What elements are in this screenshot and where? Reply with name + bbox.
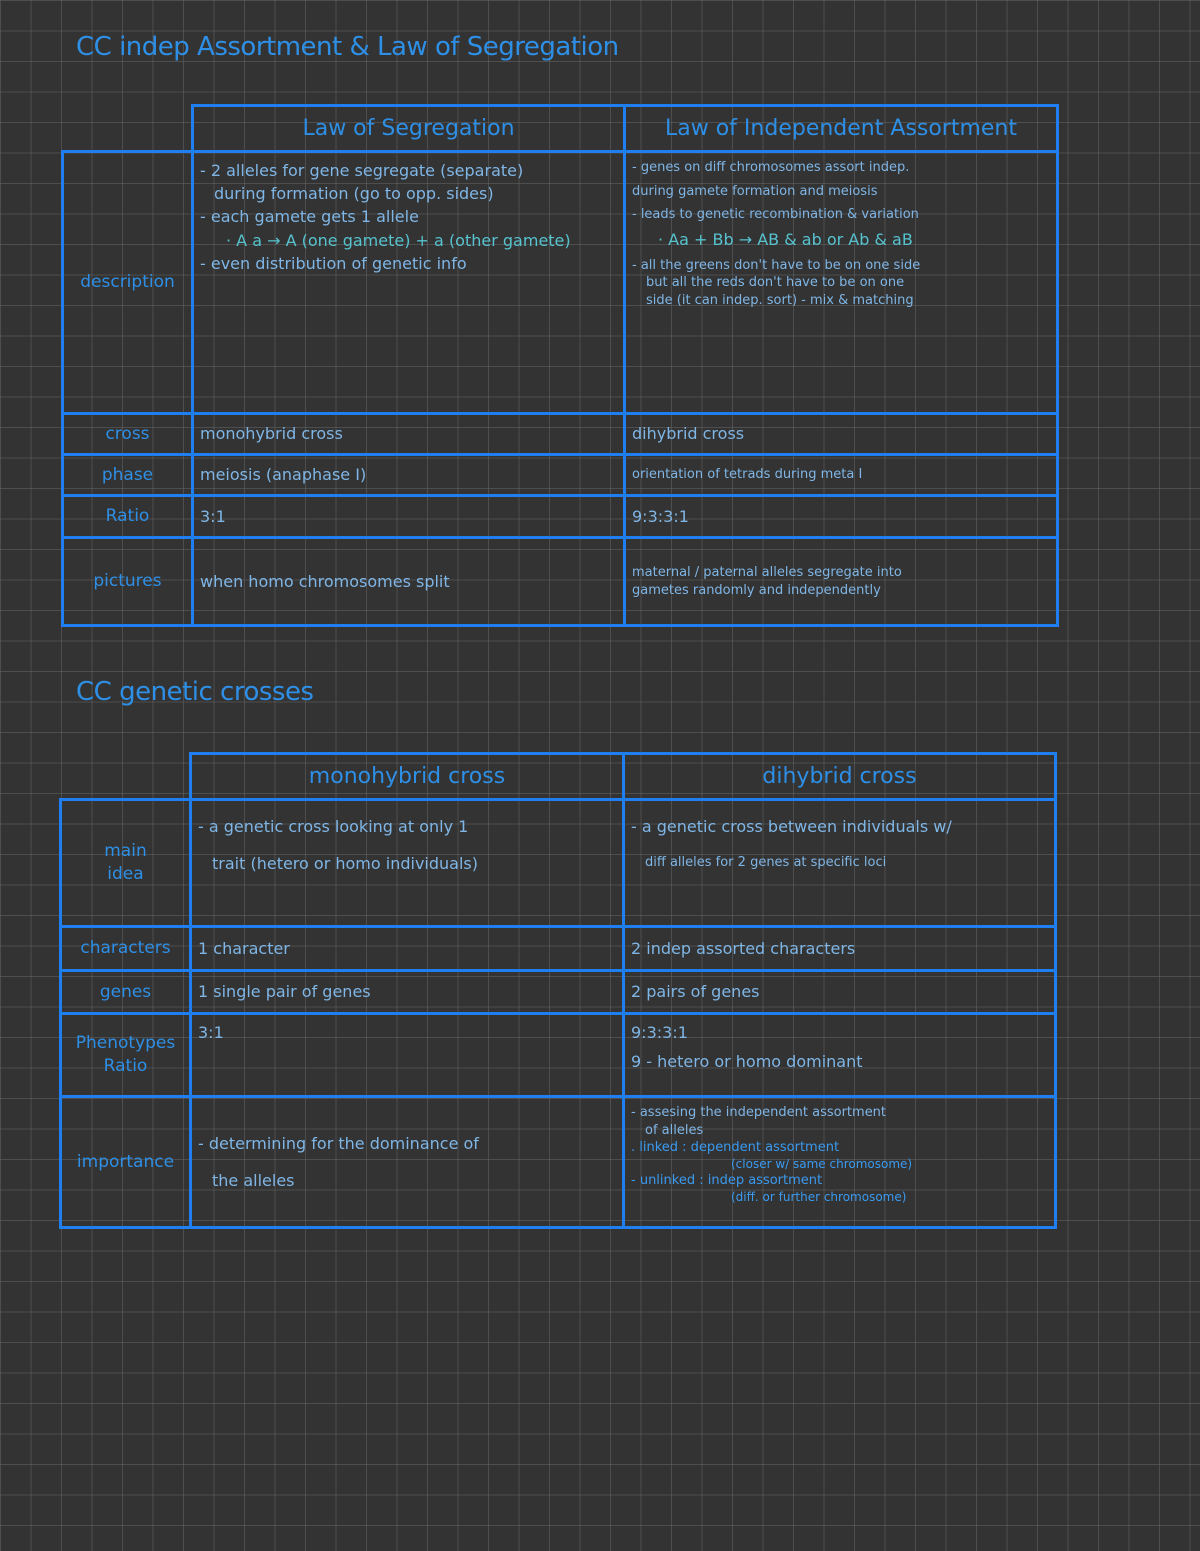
note-line: the alleles — [212, 1171, 295, 1190]
note-line: during formation (go to opp. sides) — [214, 184, 494, 204]
note-line: of alleles — [645, 1122, 704, 1138]
note-example-line: · A a → A (one gamete) + a (other gamete) — [226, 230, 571, 250]
note-line: - assesing the independent assortment — [631, 1105, 887, 1120]
independent-description — [625, 152, 1058, 414]
note-example-line: · Aa + Bb → AB & ab or Ab & aB — [658, 229, 913, 249]
column-header-dihybrid: dihybrid cross — [624, 754, 1056, 800]
note-line: - each gamete gets 1 allele — [200, 207, 419, 227]
importance-row — [61, 1097, 1056, 1228]
note-line: - a genetic cross between individuals w/ — [631, 817, 952, 836]
ratio-row — [63, 496, 1058, 538]
note-line: (diff. or further chromosome) — [731, 1189, 907, 1204]
note-line: - genes on diff chromosomes assort indep. — [632, 160, 910, 175]
note-line: - all the greens don't have to be on one side — [632, 257, 921, 273]
monohybrid-phenotypes-ratio: 3:1 — [191, 1014, 624, 1097]
phenotypes-ratio-row — [61, 1014, 1056, 1097]
note-line: but all the reds don't have to be on one — [646, 275, 905, 291]
note-line: - even distribution of genetic info — [200, 253, 467, 273]
segregation-phase: meiosis (anaphase I) — [193, 455, 625, 496]
row-label-main-idea — [61, 800, 191, 927]
section1-heading: CC indep Assortment & Law of Segregation — [76, 32, 619, 62]
monohybrid-importance — [191, 1097, 624, 1228]
note-line: - 2 alleles for gene segregate (separate) — [200, 161, 524, 180]
section2-heading: CC genetic crosses — [76, 677, 314, 707]
segregation-ratio: 3:1 — [193, 496, 625, 538]
dihybrid-main-idea — [624, 800, 1056, 927]
segregation-description — [193, 152, 625, 414]
note-line: 9:3:3:1 — [631, 1023, 688, 1042]
note-line: side (it can indep. sort) - mix & matching — [646, 292, 914, 308]
row-label-ratio: Ratio — [63, 496, 193, 538]
dihybrid-phenotypes-ratio — [624, 1014, 1056, 1097]
independent-phase: orientation of tetrads during meta I — [625, 455, 1058, 496]
row-label-line: main — [104, 841, 147, 862]
note-line: - unlinked : indep assortment — [631, 1173, 823, 1189]
row-label-genes: genes — [61, 971, 191, 1014]
pictures-row — [63, 538, 1058, 626]
row-label-line: Ratio — [103, 1056, 148, 1076]
monohybrid-characters: 1 character — [191, 927, 624, 971]
characters-row — [61, 927, 1056, 971]
genes-row — [61, 971, 1056, 1014]
row-label-pictures: pictures — [63, 538, 193, 626]
column-header-segregation: Law of Segregation — [193, 106, 625, 152]
table2-corner — [61, 754, 191, 800]
note-line: - leads to genetic recombination & variation — [632, 207, 919, 223]
segregation-pictures: when homo chromosomes split — [193, 538, 625, 626]
row-label-importance: importance — [61, 1097, 191, 1228]
row-label-cross: cross — [63, 414, 193, 455]
segregation-assortment-table — [61, 104, 1059, 627]
row-label-line: idea — [107, 864, 144, 884]
row-label-phenotypes-ratio — [61, 1014, 191, 1097]
table1-corner — [63, 106, 193, 152]
row-label-phase: phase — [63, 455, 193, 496]
independent-ratio: 9:3:3:1 — [625, 496, 1058, 538]
genetic-crosses-table — [59, 752, 1057, 1229]
monohybrid-genes: 1 single pair of genes — [191, 971, 624, 1014]
independent-cross: dihybrid cross — [625, 414, 1058, 455]
dihybrid-characters: 2 indep assorted characters — [624, 927, 1056, 971]
main-idea-row — [61, 800, 1056, 927]
phase-row — [63, 455, 1058, 496]
dihybrid-importance — [624, 1097, 1056, 1228]
note-line: diff alleles for 2 genes at specific loci — [645, 855, 887, 871]
row-label-characters: characters — [61, 927, 191, 971]
table1-header-row — [63, 106, 1058, 152]
segregation-cross: monohybrid cross — [193, 414, 625, 455]
independent-pictures — [625, 538, 1058, 626]
column-header-monohybrid: monohybrid cross — [191, 754, 624, 800]
table2-header-row — [61, 754, 1056, 800]
monohybrid-main-idea — [191, 800, 624, 927]
row-label-description: description — [63, 152, 193, 414]
row-label-line: Phenotypes — [75, 1033, 176, 1054]
note-line: gametes randomly and independently — [632, 582, 881, 598]
note-line: - determining for the dominance of — [198, 1133, 479, 1153]
note-line: (closer w/ same chromosome) — [731, 1156, 913, 1171]
note-line: during gamete formation and meiosis — [632, 183, 878, 199]
note-line: maternal / paternal alleles segregate into — [632, 564, 902, 580]
note-line: 9 - hetero or homo dominant — [631, 1052, 863, 1072]
note-line: . linked : dependent assortment — [631, 1140, 840, 1156]
note-line: - a genetic cross looking at only 1 — [198, 817, 469, 836]
cross-row — [63, 414, 1058, 455]
column-header-independent: Law of Independent Assortment — [625, 106, 1058, 152]
description-row — [63, 152, 1058, 414]
note-line: trait (hetero or homo individuals) — [212, 854, 478, 874]
dihybrid-genes: 2 pairs of genes — [624, 971, 1056, 1014]
